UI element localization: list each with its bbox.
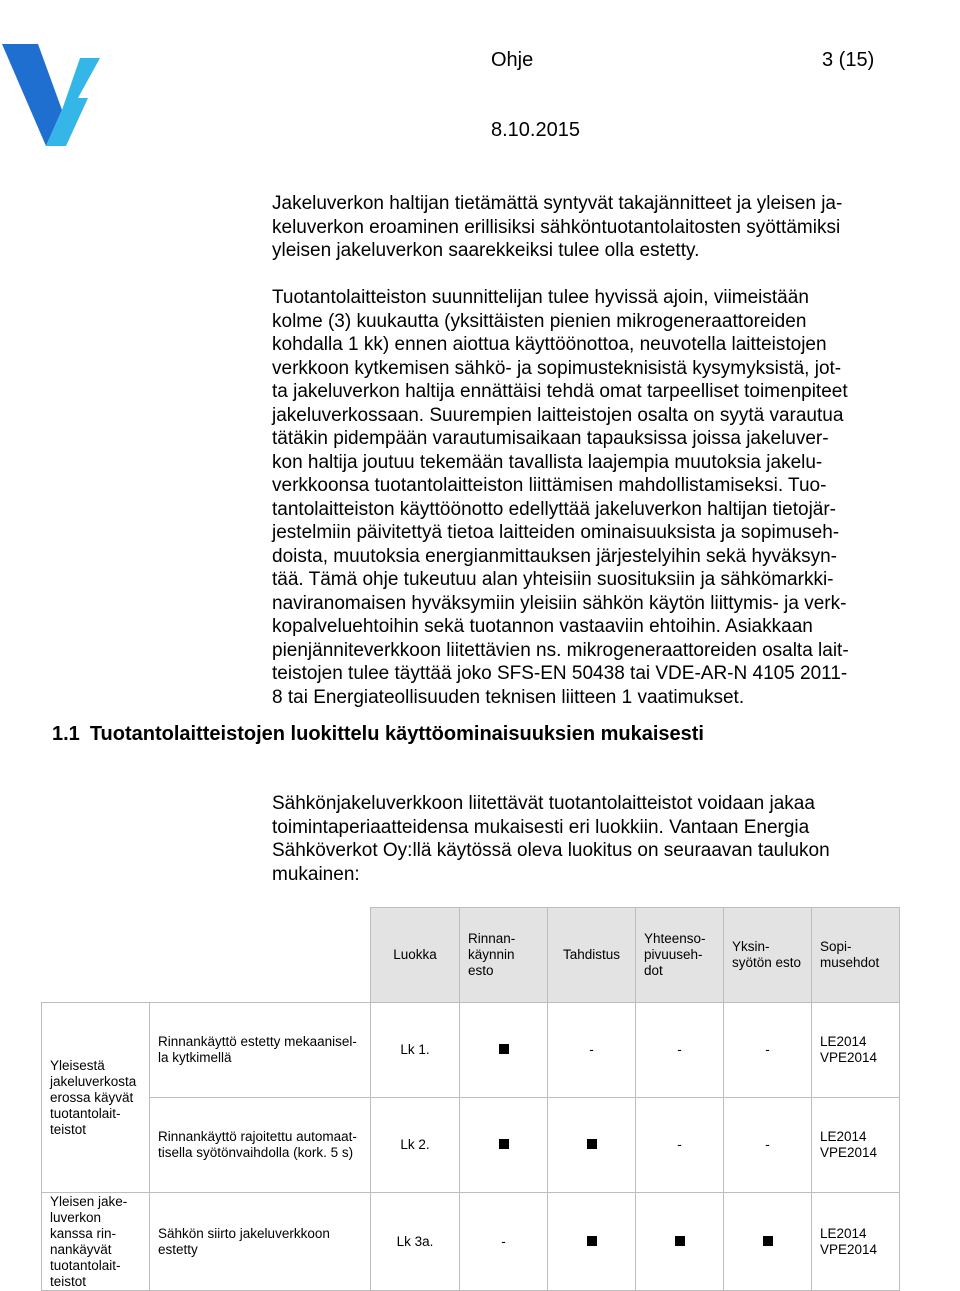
square-icon — [548, 1098, 636, 1193]
row-sopimus: LE2014 VPE2014 — [812, 1193, 900, 1291]
paragraph-line: Tuotantolaitteiston suunnittelijan tulee hyvissä ajoin, viimeistään — [272, 287, 809, 308]
row-yksinsyotto: - — [724, 1003, 812, 1098]
paragraph-line: pienjänniteverkkoon liitettävien ns. mikrogeneraattoreiden osalta lait- — [272, 639, 849, 661]
table-row — [42, 1098, 900, 1193]
paragraph-line: Sähkönjakeluverkkoon liitettävät tuotantolaitteistot voidaan jakaa — [272, 793, 815, 814]
paragraph-line: verkkoonsa tuotantolaitteiston liittämisen mahdollistamiseksi. Tuo- — [272, 475, 827, 496]
paragraph-line: verkkoon kytkemisen sähkö- ja sopimusteknisistä kysymyksistä, jot- — [272, 357, 842, 379]
row-description: Sähkön siirto jakeluverkkoon estetty — [150, 1193, 371, 1291]
paragraph-line: kolme (3) kuukautta (yksittäisten pienien mikrogeneraattoreiden — [272, 310, 807, 332]
table-row — [42, 1003, 900, 1098]
section-number: 1.1 — [52, 723, 80, 745]
paragraph-line: keluverkon eroaminen erillisiksi sähköntuotantolaitosten syöttämiksi — [272, 216, 841, 238]
paragraph-line: kopalveluehtoihin sekä tuotannon vastaaviin ehtoihin. Asiakkaan — [272, 616, 813, 637]
group-label: Yleisestä jakeluverkosta erossa käyvät tuotantolait- teistot — [42, 1003, 150, 1193]
square-icon — [724, 1193, 812, 1291]
square-mark-icon — [587, 1139, 597, 1149]
square-mark-icon — [499, 1044, 509, 1054]
paragraph-line: kohdalla 1 kk) ennen aiottua käyttöönottoa, neuvotella laitteistojen — [272, 334, 827, 355]
header-tahdistus: Tahdistus — [548, 908, 636, 1003]
paragraph-line: teistojen tulee täyttää joko SFS-EN 50438 tai VDE-AR-N 4105 2011- — [272, 663, 848, 684]
section-title: Tuotantolaitteistojen luokittelu käyttöominaisuuksien mukaisesti — [89, 723, 704, 745]
square-mark-icon — [499, 1139, 509, 1149]
row-class: Lk 3a. — [371, 1193, 460, 1291]
square-mark-icon — [675, 1236, 685, 1246]
group-label: Yleisen jake- luverkon kanssa rin- nankäyvät tuotantolait- teistot — [42, 1193, 150, 1291]
row-yksinsyotto: - — [724, 1098, 812, 1193]
square-icon — [548, 1193, 636, 1291]
paragraph-2 — [272, 286, 912, 709]
paragraph-line: tää. Tämä ohje tukeutuu alan yhteisiin suosituksiin ja sähkömarkki- — [272, 569, 834, 590]
paragraph-line: tantolaitteiston käyttöönotto edellyttää jakeluverkon haltijan tietojär- — [272, 498, 837, 520]
row-description: Rinnankäyttö rajoitettu automaat- tisella syötönvaihdolla (kork. 5 s) — [150, 1098, 371, 1193]
header-yksinsyoton-esto: Yksin- syötön esto — [724, 908, 812, 1003]
paragraph-line: 8 tai Energiateollisuuden teknisen liitteen 1 vaatimukset. — [272, 686, 745, 708]
paragraph-line: doista, muutoksia energianmittauksen järjestelyihin sekä hyväksyn- — [272, 545, 837, 567]
paragraph-line: Sähköverkot Oy:llä käytössä oleva luokitus on seuraavan taulukon — [272, 840, 830, 861]
paragraph-line: naviranomaisen hyväksymiin yleisiin sähkön käytön liittymis- ja verk- — [272, 592, 847, 614]
row-tahdistus: - — [548, 1003, 636, 1098]
section-heading — [52, 723, 714, 746]
doc-type: Ohje — [491, 49, 534, 71]
header-yhteensopivuusehdot: Yhteenso- pivuuseh- dot — [636, 908, 724, 1003]
table-header-row — [42, 908, 900, 1003]
header-rinnankaynnin-esto: Rinnan- käynnin esto — [460, 908, 548, 1003]
header-sopimusehdot: Sopi- musehdot — [812, 908, 900, 1003]
paragraph-1 — [272, 192, 912, 263]
paragraph-line: ta jakeluverkon haltija ennättäisi tehdä omat tarpeelliset toimenpiteet — [272, 381, 848, 402]
paragraph-line: jestelmiin päivitettyä tietoa laitteiden ominaisuuksista ja sopimuseh- — [272, 522, 840, 543]
row-sopimus: LE2014 VPE2014 — [812, 1098, 900, 1193]
vantaan-energia-v-logo-icon — [0, 36, 110, 146]
paragraph-line: Jakeluverkon haltijan tietämättä syntyvät takajännitteet ja yleisen ja- — [272, 193, 843, 214]
row-yhteensopivuus: - — [636, 1003, 724, 1098]
row-rinnankaynnin-esto: - — [460, 1193, 548, 1291]
paragraph-line: jakeluverkossaan. Suurempien laitteistojen osalta on syytä varautua — [272, 404, 844, 426]
row-description: Rinnankäyttö estetty mekaanisel- la kytkimellä — [150, 1003, 371, 1098]
square-icon — [460, 1003, 548, 1098]
paragraph-line: mukainen: — [272, 863, 360, 885]
page-number: 3 (15) — [822, 49, 875, 71]
row-class: Lk 2. — [371, 1098, 460, 1193]
table-row — [42, 1193, 900, 1291]
classification-table — [41, 907, 900, 1291]
square-icon — [460, 1098, 548, 1193]
square-mark-icon — [587, 1236, 597, 1246]
row-class: Lk 1. — [371, 1003, 460, 1098]
row-sopimus: LE2014 VPE2014 — [812, 1003, 900, 1098]
square-mark-icon — [763, 1236, 773, 1246]
document-date: 8.10.2015 — [491, 119, 580, 141]
paragraph-3 — [272, 792, 912, 886]
row-yhteensopivuus: - — [636, 1098, 724, 1193]
header-luokka: Luokka — [371, 908, 460, 1003]
paragraph-line: tätäkin pidempään varautumisaikaan tapauksissa joissa jakeluver- — [272, 428, 829, 449]
paragraph-line: toimintaperiaatteidensa mukaisesti eri luokkiin. Vantaan Energia — [272, 816, 810, 838]
paragraph-line: kon haltija joutuu tekemään tavallista laajempia muutoksia jakelu- — [272, 451, 823, 473]
paragraph-line: yleisen jakeluverkon saarekkeiksi tulee olla estetty. — [272, 240, 700, 261]
square-icon — [636, 1193, 724, 1291]
